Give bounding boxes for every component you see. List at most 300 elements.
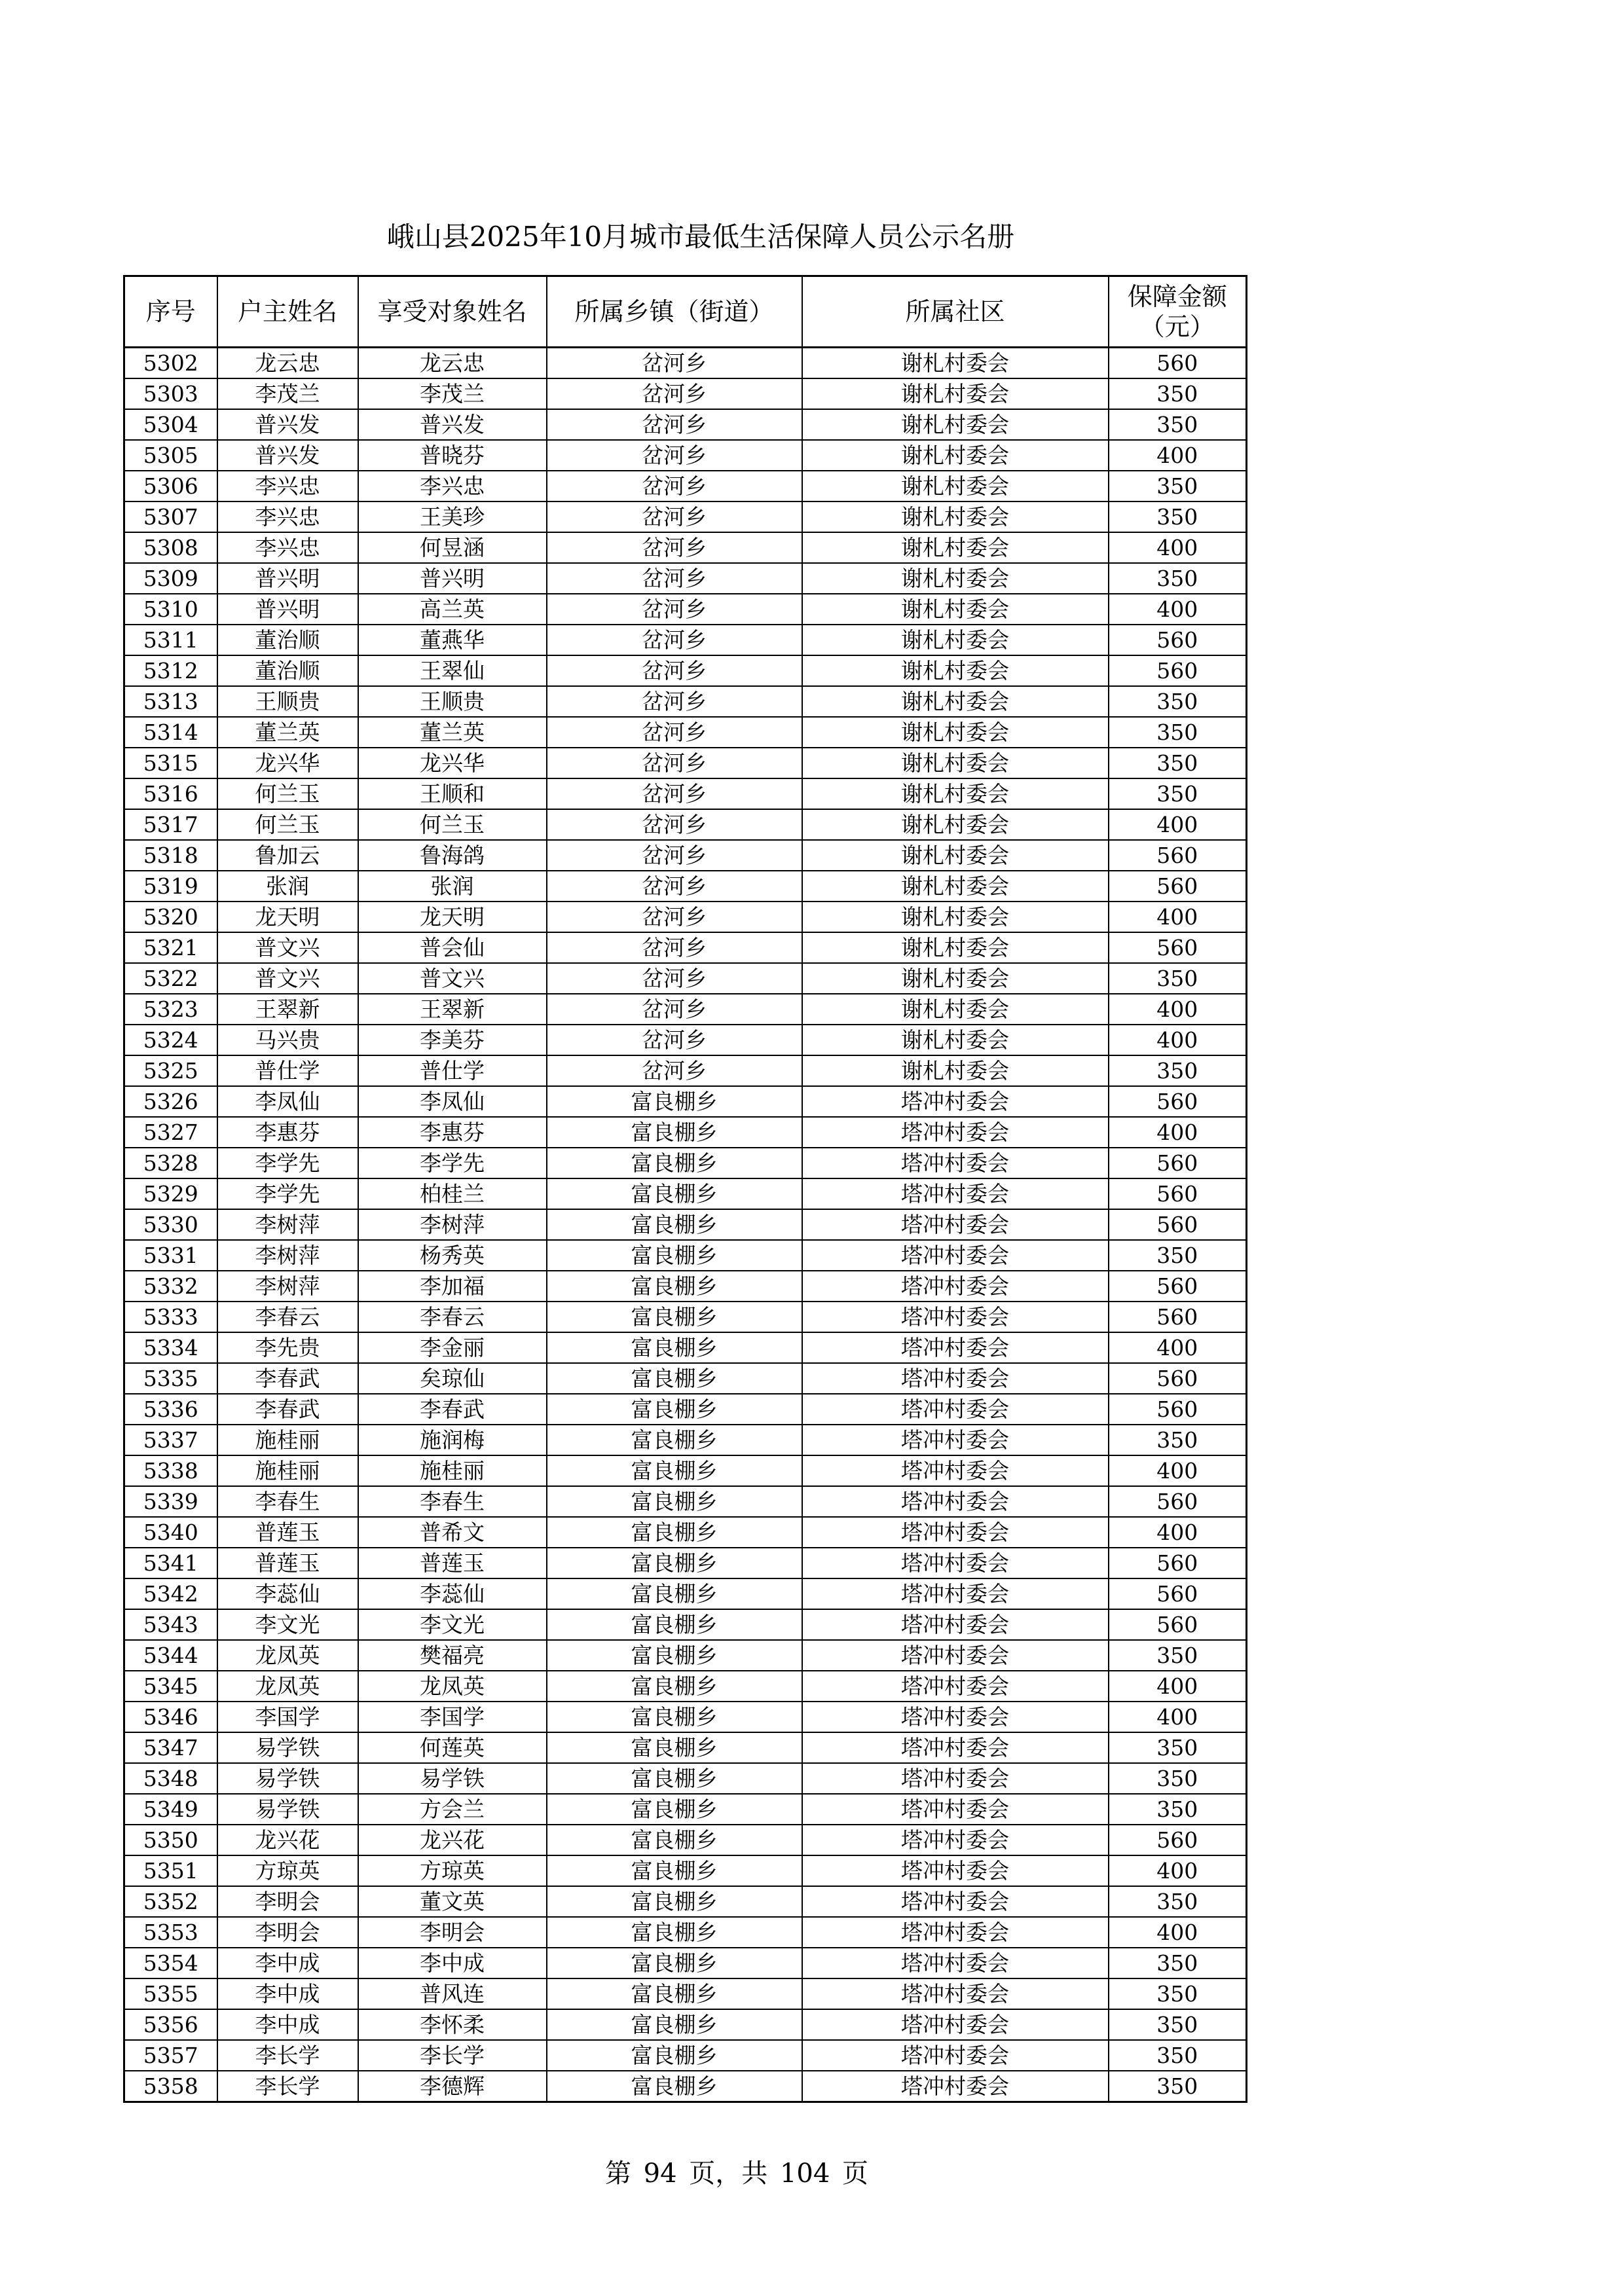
- cell-no: 5346: [124, 1702, 217, 1732]
- cell-no: 5334: [124, 1332, 217, 1363]
- table-row: [124, 840, 1247, 871]
- cell-township: 岔河乡: [547, 1025, 802, 1055]
- table-row: [124, 378, 1247, 409]
- table-row: [124, 1025, 1247, 1055]
- cell-community: 塔冲村委会: [802, 1702, 1109, 1732]
- table-row: [124, 501, 1247, 532]
- cell-community: 塔冲村委会: [802, 2040, 1109, 2071]
- cell-amount: 350: [1109, 378, 1247, 409]
- table-row: [124, 1055, 1247, 1086]
- cell-township: 富良棚乡: [547, 1425, 802, 1455]
- cell-head-name: 施桂丽: [217, 1455, 358, 1486]
- table-row: [124, 1302, 1247, 1332]
- cell-head-name: 李国学: [217, 1702, 358, 1732]
- cell-no: 5357: [124, 2040, 217, 2071]
- cell-beneficiary-name: 方琼英: [358, 1855, 547, 1886]
- cell-community: 塔冲村委会: [802, 2071, 1109, 2102]
- cell-amount: 560: [1109, 1578, 1247, 1609]
- cell-head-name: 龙凤英: [217, 1640, 358, 1671]
- cell-community: 塔冲村委会: [802, 1302, 1109, 1332]
- cell-head-name: 李中成: [217, 1948, 358, 1978]
- cell-community: 谢札村委会: [802, 440, 1109, 471]
- cell-beneficiary-name: 李德辉: [358, 2071, 547, 2102]
- cell-no: 5326: [124, 1086, 217, 1117]
- cell-beneficiary-name: 龙兴华: [358, 748, 547, 778]
- col-header-community: 所属社区: [802, 276, 1109, 348]
- cell-head-name: 李树萍: [217, 1271, 358, 1302]
- cell-amount: 560: [1109, 1825, 1247, 1855]
- cell-head-name: 李明会: [217, 1886, 358, 1917]
- cell-amount: 350: [1109, 1240, 1247, 1271]
- cell-beneficiary-name: 董兰英: [358, 717, 547, 748]
- cell-beneficiary-name: 李树萍: [358, 1209, 547, 1240]
- cell-head-name: 李先贵: [217, 1332, 358, 1363]
- cell-community: 谢札村委会: [802, 932, 1109, 963]
- table-row: [124, 471, 1247, 501]
- cell-township: 岔河乡: [547, 686, 802, 717]
- cell-township: 富良棚乡: [547, 1302, 802, 1332]
- cell-township: 富良棚乡: [547, 2040, 802, 2071]
- cell-head-name: 鲁加云: [217, 840, 358, 871]
- cell-amount: 400: [1109, 1455, 1247, 1486]
- cell-head-name: 易学铁: [217, 1763, 358, 1794]
- cell-no: 5314: [124, 717, 217, 748]
- cell-head-name: 普莲玉: [217, 1517, 358, 1548]
- table-row: [124, 2009, 1247, 2040]
- cell-beneficiary-name: 普希文: [358, 1517, 547, 1548]
- cell-head-name: 马兴贵: [217, 1025, 358, 1055]
- cell-head-name: 李惠芬: [217, 1117, 358, 1148]
- cell-township: 富良棚乡: [547, 1548, 802, 1578]
- table-row: [124, 1640, 1247, 1671]
- cell-community: 塔冲村委会: [802, 1394, 1109, 1425]
- cell-community: 谢札村委会: [802, 840, 1109, 871]
- cell-beneficiary-name: 何莲英: [358, 1732, 547, 1763]
- cell-amount: 350: [1109, 1640, 1247, 1671]
- cell-beneficiary-name: 施桂丽: [358, 1455, 547, 1486]
- table-row: [124, 686, 1247, 717]
- cell-no: 5350: [124, 1825, 217, 1855]
- cell-community: 塔冲村委会: [802, 1517, 1109, 1548]
- cell-township: 岔河乡: [547, 378, 802, 409]
- cell-beneficiary-name: 董文英: [358, 1886, 547, 1917]
- cell-township: 富良棚乡: [547, 1917, 802, 1948]
- cell-no: 5338: [124, 1455, 217, 1486]
- cell-township: 岔河乡: [547, 1055, 802, 1086]
- cell-beneficiary-name: 何昱涵: [358, 532, 547, 563]
- cell-amount: 560: [1109, 1302, 1247, 1332]
- cell-no: 5330: [124, 1209, 217, 1240]
- table-row: [124, 994, 1247, 1025]
- cell-no: 5352: [124, 1886, 217, 1917]
- cell-township: 岔河乡: [547, 994, 802, 1025]
- cell-township: 岔河乡: [547, 348, 802, 379]
- cell-community: 塔冲村委会: [802, 1086, 1109, 1117]
- cell-amount: 350: [1109, 1794, 1247, 1825]
- cell-community: 塔冲村委会: [802, 2009, 1109, 2040]
- cell-no: 5306: [124, 471, 217, 501]
- table-row: [124, 1271, 1247, 1302]
- cell-no: 5327: [124, 1117, 217, 1148]
- cell-beneficiary-name: 李春生: [358, 1486, 547, 1517]
- table-row: [124, 348, 1247, 379]
- cell-amount: 560: [1109, 625, 1247, 655]
- cell-head-name: 李学先: [217, 1148, 358, 1178]
- cell-head-name: 普兴明: [217, 563, 358, 594]
- cell-amount: 400: [1109, 532, 1247, 563]
- cell-amount: 350: [1109, 1732, 1247, 1763]
- cell-no: 5316: [124, 778, 217, 809]
- cell-no: 5313: [124, 686, 217, 717]
- cell-township: 富良棚乡: [547, 1886, 802, 1917]
- cell-head-name: 张润: [217, 871, 358, 902]
- table-header-row: [124, 276, 1247, 348]
- cell-township: 岔河乡: [547, 871, 802, 902]
- cell-beneficiary-name: 李长学: [358, 2040, 547, 2071]
- cell-beneficiary-name: 矣琼仙: [358, 1363, 547, 1394]
- cell-community: 谢札村委会: [802, 902, 1109, 932]
- col-header-amount: [1109, 276, 1247, 348]
- cell-no: 5348: [124, 1763, 217, 1794]
- cell-community: 谢札村委会: [802, 1055, 1109, 1086]
- cell-community: 塔冲村委会: [802, 1117, 1109, 1148]
- cell-community: 塔冲村委会: [802, 1763, 1109, 1794]
- cell-beneficiary-name: 普仕学: [358, 1055, 547, 1086]
- cell-head-name: 普兴明: [217, 594, 358, 625]
- cell-community: 塔冲村委会: [802, 1209, 1109, 1240]
- cell-beneficiary-name: 李怀柔: [358, 2009, 547, 2040]
- cell-township: 富良棚乡: [547, 2071, 802, 2102]
- cell-no: 5320: [124, 902, 217, 932]
- cell-community: 谢札村委会: [802, 994, 1109, 1025]
- page-title: 峨山县2025年10月城市最低生活保障人员公示名册: [386, 221, 1015, 253]
- cell-beneficiary-name: 李凤仙: [358, 1086, 547, 1117]
- cell-amount: 350: [1109, 1763, 1247, 1794]
- cell-amount: 400: [1109, 1025, 1247, 1055]
- cell-amount: 350: [1109, 778, 1247, 809]
- cell-community: 塔冲村委会: [802, 1178, 1109, 1209]
- cell-head-name: 李学先: [217, 1178, 358, 1209]
- cell-community: 谢札村委会: [802, 963, 1109, 994]
- table-row: [124, 1548, 1247, 1578]
- cell-no: 5328: [124, 1148, 217, 1178]
- cell-amount: 350: [1109, 409, 1247, 440]
- cell-no: 5318: [124, 840, 217, 871]
- cell-no: 5304: [124, 409, 217, 440]
- cell-no: 5315: [124, 748, 217, 778]
- col-header-amount-line1: 保障金额: [1127, 282, 1227, 311]
- cell-amount: 560: [1109, 1178, 1247, 1209]
- table-row: [124, 1825, 1247, 1855]
- cell-no: 5345: [124, 1671, 217, 1702]
- cell-community: 塔冲村委会: [802, 1794, 1109, 1825]
- cell-amount: 350: [1109, 2071, 1247, 2102]
- cell-head-name: 龙兴华: [217, 748, 358, 778]
- cell-amount: 560: [1109, 871, 1247, 902]
- cell-beneficiary-name: 王顺和: [358, 778, 547, 809]
- cell-amount: 560: [1109, 1394, 1247, 1425]
- cell-amount: 350: [1109, 748, 1247, 778]
- cell-beneficiary-name: 普莲玉: [358, 1548, 547, 1578]
- cell-community: 塔冲村委会: [802, 1886, 1109, 1917]
- cell-community: 谢札村委会: [802, 348, 1109, 379]
- table-row: [124, 1855, 1247, 1886]
- cell-community: 塔冲村委会: [802, 1855, 1109, 1886]
- cell-amount: 350: [1109, 2040, 1247, 2071]
- cell-township: 岔河乡: [547, 471, 802, 501]
- cell-head-name: 何兰玉: [217, 778, 358, 809]
- cell-no: 5312: [124, 655, 217, 686]
- cell-head-name: 李文光: [217, 1609, 358, 1640]
- cell-no: 5317: [124, 809, 217, 840]
- table-row: [124, 563, 1247, 594]
- cell-beneficiary-name: 龙凤英: [358, 1671, 547, 1702]
- table-row: [124, 1517, 1247, 1548]
- cell-amount: 560: [1109, 1209, 1247, 1240]
- cell-community: 谢札村委会: [802, 625, 1109, 655]
- table-row: [124, 532, 1247, 563]
- cell-no: 5329: [124, 1178, 217, 1209]
- table-row: [124, 963, 1247, 994]
- cell-head-name: 龙凤英: [217, 1671, 358, 1702]
- cell-no: 5302: [124, 348, 217, 379]
- cell-beneficiary-name: 龙天明: [358, 902, 547, 932]
- cell-no: 5344: [124, 1640, 217, 1671]
- cell-community: 谢札村委会: [802, 686, 1109, 717]
- cell-beneficiary-name: 李春云: [358, 1302, 547, 1332]
- cell-head-name: 李长学: [217, 2040, 358, 2071]
- cell-head-name: 李春武: [217, 1363, 358, 1394]
- cell-no: 5303: [124, 378, 217, 409]
- cell-head-name: 李春生: [217, 1486, 358, 1517]
- cell-no: 5331: [124, 1240, 217, 1271]
- cell-community: 塔冲村委会: [802, 1455, 1109, 1486]
- table-row: [124, 778, 1247, 809]
- table-row: [124, 2040, 1247, 2071]
- cell-beneficiary-name: 柏桂兰: [358, 1178, 547, 1209]
- cell-beneficiary-name: 董燕华: [358, 625, 547, 655]
- cell-head-name: 易学铁: [217, 1732, 358, 1763]
- cell-head-name: 李树萍: [217, 1240, 358, 1271]
- cell-township: 富良棚乡: [547, 1240, 802, 1271]
- cell-community: 谢札村委会: [802, 501, 1109, 532]
- col-header-amount-line2: （元）: [1139, 312, 1215, 341]
- cell-amount: 400: [1109, 440, 1247, 471]
- cell-beneficiary-name: 张润: [358, 871, 547, 902]
- cell-township: 富良棚乡: [547, 1394, 802, 1425]
- cell-amount: 400: [1109, 994, 1247, 1025]
- table-row: [124, 932, 1247, 963]
- cell-community: 谢札村委会: [802, 717, 1109, 748]
- cell-no: 5351: [124, 1855, 217, 1886]
- table-row: [124, 748, 1247, 778]
- cell-amount: 560: [1109, 840, 1247, 871]
- cell-amount: 560: [1109, 1609, 1247, 1640]
- cell-community: 塔冲村委会: [802, 1363, 1109, 1394]
- table-row: [124, 1732, 1247, 1763]
- cell-township: 富良棚乡: [547, 1517, 802, 1548]
- cell-no: 5336: [124, 1394, 217, 1425]
- cell-township: 富良棚乡: [547, 1271, 802, 1302]
- cell-no: 5307: [124, 501, 217, 532]
- cell-township: 富良棚乡: [547, 1948, 802, 1978]
- cell-beneficiary-name: 杨秀英: [358, 1240, 547, 1271]
- cell-amount: 560: [1109, 1548, 1247, 1578]
- cell-no: 5324: [124, 1025, 217, 1055]
- cell-no: 5354: [124, 1948, 217, 1978]
- cell-township: 富良棚乡: [547, 1825, 802, 1855]
- cell-head-name: 方琼英: [217, 1855, 358, 1886]
- cell-head-name: 何兰玉: [217, 809, 358, 840]
- cell-community: 塔冲村委会: [802, 1732, 1109, 1763]
- cell-township: 岔河乡: [547, 501, 802, 532]
- cell-amount: 400: [1109, 1517, 1247, 1548]
- table-row: [124, 809, 1247, 840]
- cell-head-name: 龙兴花: [217, 1825, 358, 1855]
- cell-township: 富良棚乡: [547, 1332, 802, 1363]
- cell-community: 塔冲村委会: [802, 1978, 1109, 2009]
- table-row: [124, 1886, 1247, 1917]
- cell-head-name: 普兴发: [217, 440, 358, 471]
- cell-amount: 560: [1109, 1148, 1247, 1178]
- cell-amount: 400: [1109, 1671, 1247, 1702]
- table-row: [124, 717, 1247, 748]
- cell-no: 5337: [124, 1425, 217, 1455]
- cell-no: 5347: [124, 1732, 217, 1763]
- table-row: [124, 1978, 1247, 2009]
- cell-beneficiary-name: 易学铁: [358, 1763, 547, 1794]
- cell-amount: 560: [1109, 348, 1247, 379]
- cell-head-name: 普文兴: [217, 932, 358, 963]
- cell-amount: 350: [1109, 501, 1247, 532]
- cell-no: 5340: [124, 1517, 217, 1548]
- cell-amount: 350: [1109, 563, 1247, 594]
- table-row: [124, 871, 1247, 902]
- cell-beneficiary-name: 普兴明: [358, 563, 547, 594]
- cell-community: 谢札村委会: [802, 748, 1109, 778]
- cell-head-name: 李春云: [217, 1302, 358, 1332]
- cell-community: 谢札村委会: [802, 809, 1109, 840]
- cell-amount: 400: [1109, 809, 1247, 840]
- cell-township: 富良棚乡: [547, 1763, 802, 1794]
- cell-township: 岔河乡: [547, 563, 802, 594]
- cell-no: 5353: [124, 1917, 217, 1948]
- cell-amount: 350: [1109, 963, 1247, 994]
- cell-township: 岔河乡: [547, 932, 802, 963]
- cell-beneficiary-name: 李茂兰: [358, 378, 547, 409]
- cell-township: 富良棚乡: [547, 1455, 802, 1486]
- cell-community: 塔冲村委会: [802, 1917, 1109, 1948]
- cell-community: 谢札村委会: [802, 532, 1109, 563]
- table-row: [124, 1671, 1247, 1702]
- table-row: [124, 1178, 1247, 1209]
- cell-community: 塔冲村委会: [802, 1271, 1109, 1302]
- cell-township: 岔河乡: [547, 440, 802, 471]
- cell-head-name: 普兴发: [217, 409, 358, 440]
- cell-amount: 400: [1109, 902, 1247, 932]
- cell-no: 5311: [124, 625, 217, 655]
- cell-no: 5325: [124, 1055, 217, 1086]
- table-row: [124, 1794, 1247, 1825]
- table-row: [124, 1425, 1247, 1455]
- cell-no: 5332: [124, 1271, 217, 1302]
- cell-community: 塔冲村委会: [802, 1671, 1109, 1702]
- cell-no: 5333: [124, 1302, 217, 1332]
- cell-head-name: 李中成: [217, 1978, 358, 2009]
- cell-community: 谢札村委会: [802, 563, 1109, 594]
- cell-no: 5335: [124, 1363, 217, 1394]
- cell-head-name: 董兰英: [217, 717, 358, 748]
- cell-no: 5355: [124, 1978, 217, 2009]
- cell-amount: 560: [1109, 655, 1247, 686]
- cell-head-name: 李茂兰: [217, 378, 358, 409]
- table-row: [124, 1394, 1247, 1425]
- cell-beneficiary-name: 李国学: [358, 1702, 547, 1732]
- cell-beneficiary-name: 普兴发: [358, 409, 547, 440]
- cell-amount: 350: [1109, 1886, 1247, 1917]
- cell-community: 塔冲村委会: [802, 1486, 1109, 1517]
- cell-community: 谢札村委会: [802, 378, 1109, 409]
- cell-township: 富良棚乡: [547, 1486, 802, 1517]
- cell-head-name: 李明会: [217, 1917, 358, 1948]
- cell-township: 富良棚乡: [547, 1702, 802, 1732]
- cell-township: 岔河乡: [547, 655, 802, 686]
- cell-beneficiary-name: 鲁海鸽: [358, 840, 547, 871]
- cell-township: 岔河乡: [547, 809, 802, 840]
- cell-community: 谢札村委会: [802, 471, 1109, 501]
- cell-township: 富良棚乡: [547, 1209, 802, 1240]
- cell-head-name: 施桂丽: [217, 1425, 358, 1455]
- table-row: [124, 440, 1247, 471]
- cell-no: 5309: [124, 563, 217, 594]
- cell-community: 谢札村委会: [802, 1025, 1109, 1055]
- cell-no: 5341: [124, 1548, 217, 1578]
- cell-head-name: 李凤仙: [217, 1086, 358, 1117]
- cell-amount: 350: [1109, 471, 1247, 501]
- cell-amount: 400: [1109, 594, 1247, 625]
- page-footer: 第 94 页，共 104 页: [604, 2159, 869, 2189]
- cell-no: 5358: [124, 2071, 217, 2102]
- cell-beneficiary-name: 方会兰: [358, 1794, 547, 1825]
- cell-beneficiary-name: 李春武: [358, 1394, 547, 1425]
- cell-beneficiary-name: 李中成: [358, 1948, 547, 1978]
- cell-amount: 350: [1109, 1978, 1247, 2009]
- cell-no: 5310: [124, 594, 217, 625]
- cell-head-name: 易学铁: [217, 1794, 358, 1825]
- cell-township: 富良棚乡: [547, 1609, 802, 1640]
- table-row: [124, 655, 1247, 686]
- cell-head-name: 王顺贵: [217, 686, 358, 717]
- cell-beneficiary-name: 王顺贵: [358, 686, 547, 717]
- cell-beneficiary-name: 李蕊仙: [358, 1578, 547, 1609]
- cell-beneficiary-name: 李金丽: [358, 1332, 547, 1363]
- col-header-head: 户主姓名: [217, 276, 358, 348]
- cell-community: 塔冲村委会: [802, 1640, 1109, 1671]
- cell-township: 岔河乡: [547, 594, 802, 625]
- cell-head-name: 李春武: [217, 1394, 358, 1425]
- cell-township: 岔河乡: [547, 532, 802, 563]
- table-row: [124, 1117, 1247, 1148]
- cell-beneficiary-name: 李美芬: [358, 1025, 547, 1055]
- cell-township: 岔河乡: [547, 778, 802, 809]
- cell-head-name: 李兴忠: [217, 501, 358, 532]
- cell-community: 塔冲村委会: [802, 1948, 1109, 1978]
- table-row: [124, 1209, 1247, 1240]
- cell-head-name: 董治顺: [217, 625, 358, 655]
- cell-beneficiary-name: 龙兴花: [358, 1825, 547, 1855]
- table-row: [124, 1578, 1247, 1609]
- cell-no: 5342: [124, 1578, 217, 1609]
